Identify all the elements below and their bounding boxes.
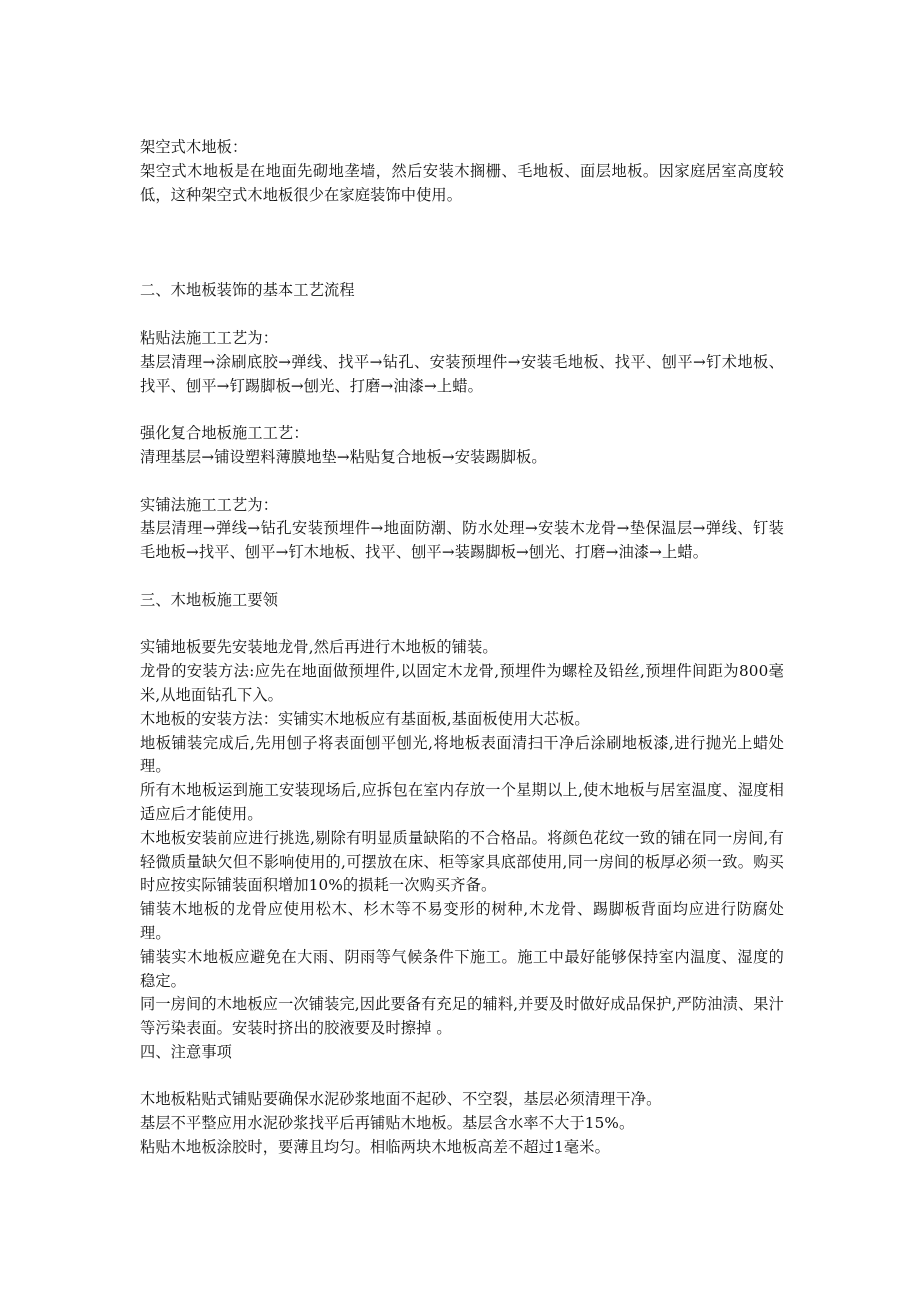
section-3-paragraph: 木地板的安装方法：实铺实木地板应有基面板,基面板使用大芯板。 (140, 709, 590, 728)
laminate-method-steps: 清理基层→铺设塑料薄膜地垫→粘贴复合地板→安装踢脚板。 (140, 447, 547, 466)
glue-method-heading: 粘贴法施工工艺为： (140, 328, 279, 347)
intro-heading: 架空式木地板： (140, 138, 248, 156)
section-3-paragraph: 木地板安装前应进行挑选,剔除有明显质量缺陷的不合格品。将颜色花纹一致的铺在同一房间,有轻微质量缺欠但不影响使用的,可摆放在床、柜等家具底部使用,同一房间的板厚必须一致。购买时应按实际铺装面积增加10%的损耗一次购买齐备。 (140, 828, 784, 895)
spacer (140, 470, 784, 494)
laminate-method-heading: 强化复合地板施工工艺： (140, 424, 309, 443)
glue-method-steps: 基层清理→涂刷底胶→弹线、找平→钻孔、安装预埋件→安装毛地板、找平、刨平→钉术地板、找平、刨平→钉踢脚板→刨光、打磨→油漆→上蜡。 (140, 352, 784, 395)
spacer (140, 303, 784, 327)
section-3-paragraph: 地板铺装完成后,先用刨子将表面刨平刨光,将地板表面清扫干净后涂刷地板漆,进行抛光上蜡处理。 (140, 733, 784, 776)
spacer (140, 207, 784, 279)
section-3-paragraph: 铺装实木地板应避免在大雨、阴雨等气候条件下施工。施工中最好能够保持室内温度、湿度的稳定。 (140, 947, 784, 990)
section-3-paragraph: 实铺地板要先安装地龙骨,然后再进行木地板的铺装。 (140, 638, 498, 657)
section-4-paragraph: 木地板粘贴式铺贴要确保水泥砂浆地面不起砂、不空裂，基层必须清理干净。 (140, 1090, 662, 1109)
spacer (140, 613, 784, 637)
section-4-paragraph: 粘贴木地板涂胶时，要薄且均匀。相临两块木地板高差不超过1毫米。 (140, 1138, 610, 1157)
section-3-paragraph: 所有木地板运到施工安装现场后,应拆包在室内存放一个星期以上,使木地板与居室温度、湿度相适应后才能使用。 (140, 781, 784, 823)
spacer (140, 1065, 784, 1089)
section-4-title: 四、注意事项 (140, 1042, 233, 1061)
section-3-paragraph: 铺装木地板的龙骨应使用松木、杉木等不易变形的树种,木龙骨、踢脚板背面均应进行防腐处理。 (140, 900, 784, 942)
section-3-title: 三、木地板施工要领 (140, 590, 279, 609)
document-body (140, 136, 784, 1160)
section-2-title: 二、木地板装饰的基本工艺流程 (140, 281, 355, 300)
spacer (140, 398, 784, 422)
spacer (140, 565, 784, 589)
section-4-paragraph: 基层不平整应用水泥砂浆找平后再铺贴木地板。基层含水率不大于15%。 (140, 1114, 635, 1133)
intro-paragraph: 架空式木地板是在地面先砌地垄墙，然后安装木搁栅、毛地板、面层地板。因家庭居室高度较低，这种架空式木地板很少在家庭装饰中使用。 (140, 161, 784, 204)
section-3-paragraph: 龙骨的安装方法:应先在地面做预埋件,以固定木龙骨,预埋件为螺栓及铅丝,预埋件间距为800毫米,从地面钻孔下入。 (140, 662, 784, 704)
solid-method-steps: 基层清理→弹线→钻孔安装预埋件→地面防潮、防水处理→安装木龙骨→垫保温层→弹线、钉装毛地板→找平、刨平→钉木地板、找平、刨平→装踢脚板→刨光、打磨→油漆→上蜡。 (140, 519, 784, 562)
section-3-paragraph: 同一房间的木地板应一次铺装完,因此要备有充足的辅料,并要及时做好成品保护,严防油渍、果汁等污染表面。安装时挤出的胶液要及时擦掉 。 (140, 995, 784, 1038)
solid-method-heading: 实铺法施工工艺为： (140, 495, 279, 514)
